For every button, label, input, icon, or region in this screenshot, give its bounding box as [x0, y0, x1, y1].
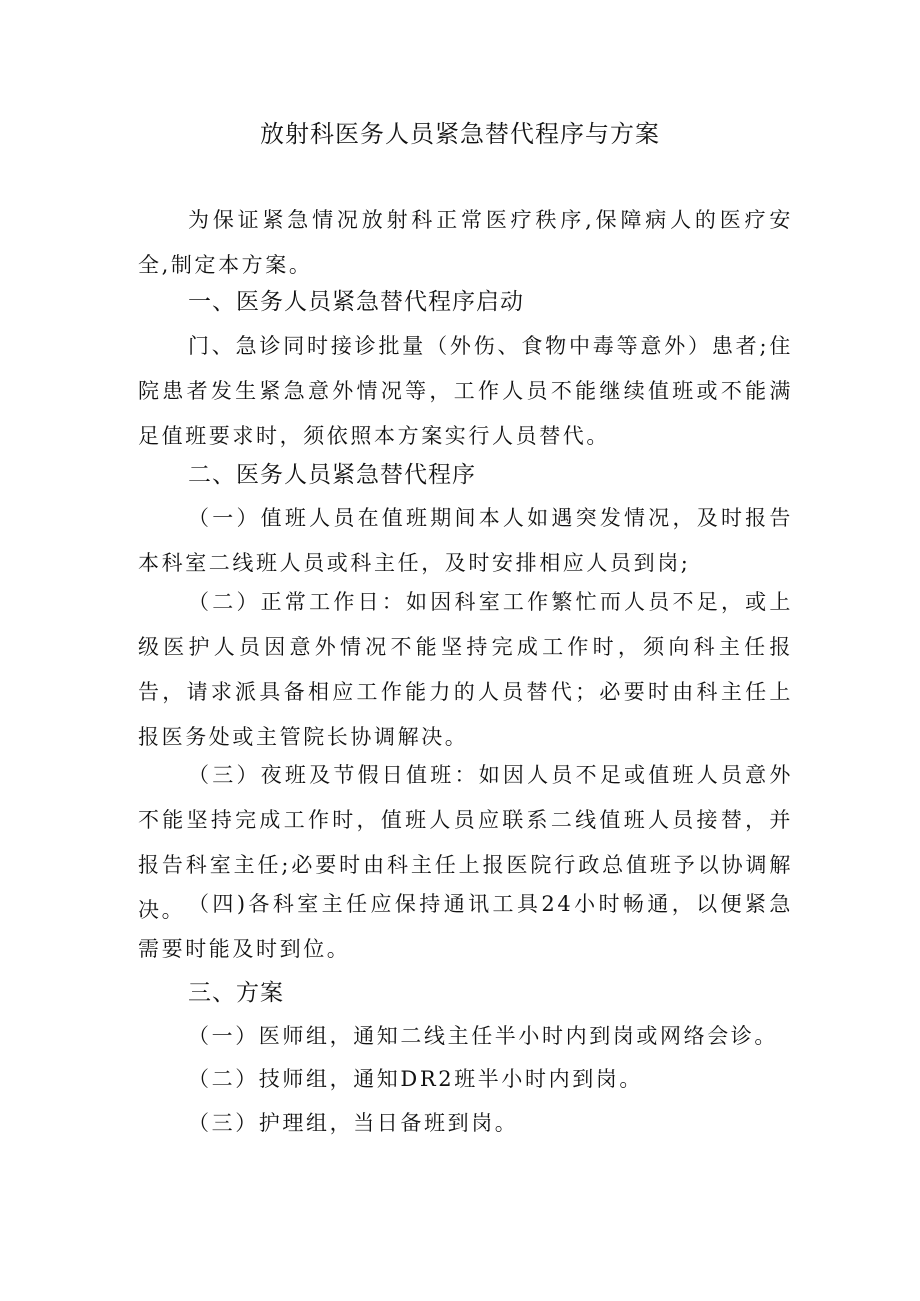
section-3-item-2: （二）技师组，通知DR2班半小时内到岗。	[188, 1067, 644, 1091]
section-2-item-4: （四)各科室主任应保持通讯工具24小时畅通，以便紧急需要时能及时到位。	[138, 892, 793, 961]
document-title: 放射科医务人员紧急替代程序与方案	[260, 120, 660, 148]
section-2-heading: 二、医务人员紧急替代程序	[188, 462, 476, 488]
section-2-item-3: （三）夜班及节假日值班：如因人员不足或值班人员意外不能坚持完成工作时，值班人员应联系二线值班人员接替，并报告科室主任;必要时由科主任上报医院行政总值班予以协调解决。	[138, 763, 793, 922]
section-2-item-1: （一）值班人员在值班期间本人如遇突发情况，及时报告本科室二线班人员或科主任，及时安排相应人员到岗;	[138, 506, 793, 575]
section-2-item-2: （二）正常工作日：如因科室工作繁忙而人员不足，或上级医护人员因意外情况不能坚持完成工作时，须向科主任报告，请求派具备相应工作能力的人员替代；必要时由科主任上报医务处或主管院长协调解决。	[138, 590, 793, 749]
section-1-heading: 一、医务人员紧急替代程序启动	[188, 289, 524, 315]
section-3-heading: 三、方案	[188, 980, 284, 1006]
section-3-item-3: （三）护理组，当日备班到岗。	[188, 1111, 519, 1135]
intro-paragraph: 为保证紧急情况放射科正常医疗秩序,保障病人的医疗安全,制定本方案。	[138, 208, 793, 277]
section-1-body: 门、急诊同时接诊批量（外伤、食物中毒等意外）患者;住院患者发生紧急意外情况等，工作人员不能继续值班或不能满足值班要求时，须依照本方案实行人员替代。	[138, 334, 793, 448]
section-3-item-1: （一）医师组，通知二线主任半小时内到岗或网络会诊。	[188, 1024, 778, 1048]
